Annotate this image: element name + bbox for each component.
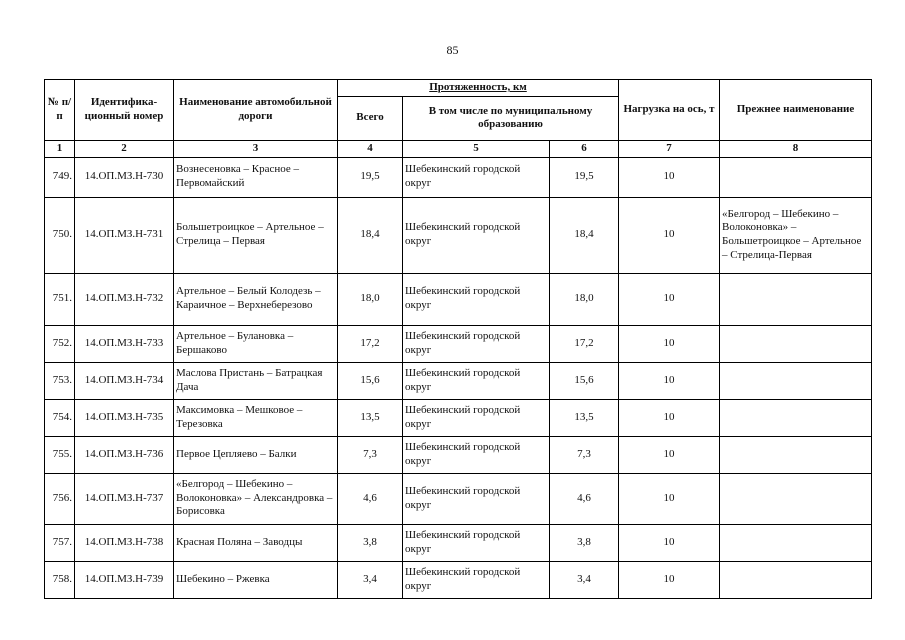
column-number: 2 [75,140,174,157]
page-number: 85 [446,43,459,57]
road-name: Красная Поляна – Заводцы [174,524,338,561]
road-name: «Белгород – Шебекино – Волоконовка» – Александровка – Борисовка [174,473,338,524]
municipality: Шебекинский городской округ [403,197,550,273]
row-number: 755. [45,436,75,473]
table-row [45,399,872,436]
axle-load: 10 [619,436,720,473]
length-municipal: 18,0 [550,273,619,325]
municipality: Шебекинский городской округ [403,561,550,598]
former-name: «Белгород – Шебекино – Волоконовка» – Большетроицкое – Артельное – Стрелица-Первая [720,197,872,273]
length-municipal: 13,5 [550,399,619,436]
header-length-label: Протяженность, км [429,81,527,93]
axle-load: 10 [619,524,720,561]
road-id: 14.ОП.МЗ.Н-737 [75,473,174,524]
municipality: Шебекинский городской округ [403,399,550,436]
length-total: 19,5 [338,157,403,197]
road-name: Маслова Пристань – Батрацкая Дача [174,362,338,399]
road-name: Артельное – Булановка – Бершаково [174,325,338,362]
axle-load: 10 [619,561,720,598]
row-number: 751. [45,273,75,325]
former-name [720,157,872,197]
former-name [720,399,872,436]
length-total: 13,5 [338,399,403,436]
length-total: 3,8 [338,524,403,561]
road-id: 14.ОП.МЗ.Н-730 [75,157,174,197]
axle-load: 10 [619,157,720,197]
header-total: Всего [338,96,403,140]
road-name: Шебекино – Ржевка [174,561,338,598]
road-id: 14.ОП.МЗ.Н-732 [75,273,174,325]
road-name: Артельное – Белый Колодезь – Караичное – Верхнеберезово [174,273,338,325]
municipality: Шебекинский городской округ [403,436,550,473]
row-number: 752. [45,325,75,362]
former-name [720,362,872,399]
header-name: Наименование автомобильной дороги [174,80,338,141]
axle-load: 10 [619,197,720,273]
length-total: 3,4 [338,561,403,598]
axle-load: 10 [619,273,720,325]
length-total: 4,6 [338,473,403,524]
length-total: 7,3 [338,436,403,473]
former-name [720,325,872,362]
axle-load: 10 [619,399,720,436]
municipality: Шебекинский городской округ [403,524,550,561]
table-row [45,561,872,598]
table-row [45,362,872,399]
road-id: 14.ОП.МЗ.Н-738 [75,524,174,561]
road-id: 14.ОП.МЗ.Н-734 [75,362,174,399]
municipality: Шебекинский городской округ [403,362,550,399]
municipality: Шебекинский городской округ [403,273,550,325]
row-number: 750. [45,197,75,273]
municipality: Шебекинский городской округ [403,325,550,362]
municipality: Шебекинский городской округ [403,157,550,197]
row-number: 749. [45,157,75,197]
length-municipal: 18,4 [550,197,619,273]
table-row [45,524,872,561]
road-name: Вознесеновка – Красное – Первомайский [174,157,338,197]
length-municipal: 3,8 [550,524,619,561]
former-name [720,273,872,325]
length-municipal: 15,6 [550,362,619,399]
table-row [45,473,872,524]
axle-load: 10 [619,473,720,524]
header-former: Прежнее наименование [720,80,872,141]
header-load: Нагрузка на ось, т [619,80,720,141]
former-name [720,524,872,561]
length-total: 15,6 [338,362,403,399]
header-municipal: В том числе по муниципальному образованию [403,96,619,140]
length-municipal: 4,6 [550,473,619,524]
row-number: 754. [45,399,75,436]
length-total: 17,2 [338,325,403,362]
column-number: 7 [619,140,720,157]
length-municipal: 7,3 [550,436,619,473]
column-number: 6 [550,140,619,157]
column-number: 5 [403,140,550,157]
row-number: 758. [45,561,75,598]
road-id: 14.ОП.МЗ.Н-733 [75,325,174,362]
table-row [45,436,872,473]
length-municipal: 17,2 [550,325,619,362]
road-id: 14.ОП.МЗ.Н-735 [75,399,174,436]
column-number: 3 [174,140,338,157]
axle-load: 10 [619,362,720,399]
table-row [45,157,872,197]
column-number: 8 [720,140,872,157]
header-id: Идентифика- ционный номер [75,80,174,141]
former-name [720,561,872,598]
municipality: Шебекинский городской округ [403,473,550,524]
road-id: 14.ОП.МЗ.Н-731 [75,197,174,273]
length-municipal: 3,4 [550,561,619,598]
row-number: 753. [45,362,75,399]
row-number: 756. [45,473,75,524]
road-name: Первое Цепляево – Балки [174,436,338,473]
column-numbers-row [45,140,872,157]
road-id: 14.ОП.МЗ.Н-736 [75,436,174,473]
road-id: 14.ОП.МЗ.Н-739 [75,561,174,598]
roads-table [44,79,872,599]
road-name: Максимовка – Мешковое – Терезовка [174,399,338,436]
column-number: 4 [338,140,403,157]
length-total: 18,4 [338,197,403,273]
table-row [45,325,872,362]
column-number: 1 [45,140,75,157]
table-row [45,197,872,273]
length-municipal: 19,5 [550,157,619,197]
former-name [720,473,872,524]
header-no: № п/п [45,80,75,141]
table-row [45,273,872,325]
header-length [338,80,619,97]
length-total: 18,0 [338,273,403,325]
axle-load: 10 [619,325,720,362]
road-name: Большетроицкое – Артельное – Стрелица – Первая [174,197,338,273]
former-name [720,436,872,473]
row-number: 757. [45,524,75,561]
